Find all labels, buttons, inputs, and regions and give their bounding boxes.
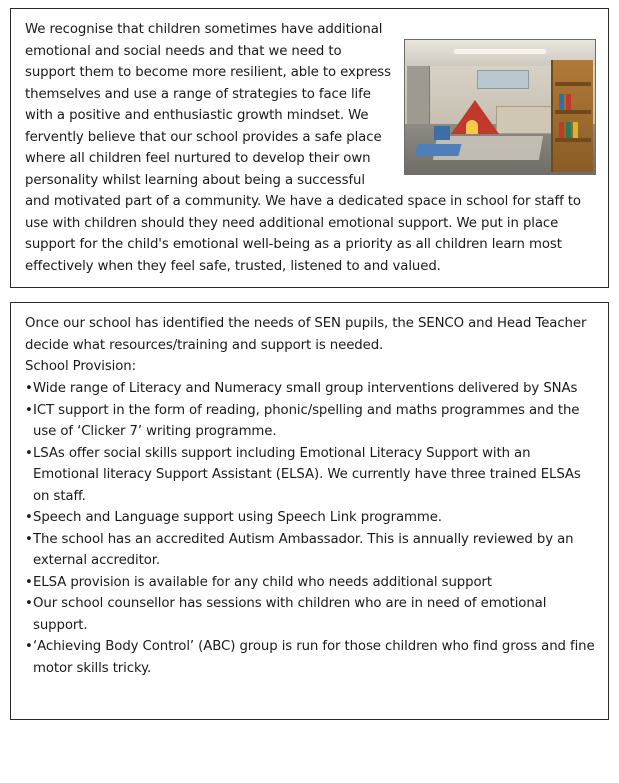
list-item: • ICT support in the form of reading, phonic/spelling and maths programmes and the use of ‘Clicker 7’ writing programme.	[25, 400, 596, 443]
list-item: • Wide range of Literacy and Numeracy small group interventions delivered by SNAs	[25, 378, 596, 400]
photo-book	[573, 122, 578, 138]
list-item: • Our school counsellor has sessions with children who are in need of emotional support.	[25, 593, 596, 636]
photo-shelf-bar	[555, 138, 591, 142]
list-item: • LSAs offer social skills support including Emotional Literacy Support with an Emotional literacy Support Assistant (ELSA). We currently have three trained ELSAs on staff.	[25, 443, 596, 508]
school-provision-panel	[10, 302, 609, 720]
photo-bench	[496, 106, 554, 134]
list-item: • ELSA provision is available for any child who needs additional support	[25, 572, 596, 594]
photo-shelf-bar	[555, 110, 591, 114]
photo-chair	[434, 126, 450, 140]
provision-intro: Once our school has identified the needs of SEN pupils, the SENCO and Head Teacher decide what resources/training and support is needed.	[25, 316, 587, 353]
photo-door	[407, 66, 430, 128]
list-item: • ‘Achieving Body Control’ (ABC) group is run for those children who find gross and fine motor skills tricky.	[25, 636, 596, 679]
emotional-support-panel	[10, 8, 609, 288]
emotional-support-paragraph: We recognise that children sometimes have additional emotional and social needs and that we need to support them to become more resilient, able to express themselves and use a range of strategies to face life with a positive and enthusiastic growth mindset. We fervently believe that our school provides a safe place where all children feel nurtured to develop their own personality whilst learning about being a successful and motivated part of a community. We have a dedicated space in school for staff to use with children should they need additional emotional support. We put in place support for the child's emotional well-being as a priority as all children learn most effectively when they feel safe, trusted, listened to and valued.	[25, 22, 581, 274]
photo-bookshelf	[551, 60, 593, 172]
list-item: • The school has an accredited Autism Ambassador. This is annually reviewed by an external accreditor.	[25, 529, 596, 572]
nurture-room-photo	[404, 39, 596, 175]
photo-book	[559, 94, 564, 110]
photo-book	[566, 122, 571, 138]
photo-tent-door	[466, 120, 478, 134]
photo-window	[477, 70, 528, 89]
photo-shelf-bar	[555, 82, 591, 86]
photo-book	[566, 94, 571, 110]
photo-floor-mat	[415, 144, 462, 156]
photo-book	[559, 122, 564, 138]
provision-subheading: School Provision:	[25, 359, 136, 375]
provision-list	[25, 378, 596, 679]
list-item: • Speech and Language support using Speech Link programme.	[25, 507, 596, 529]
